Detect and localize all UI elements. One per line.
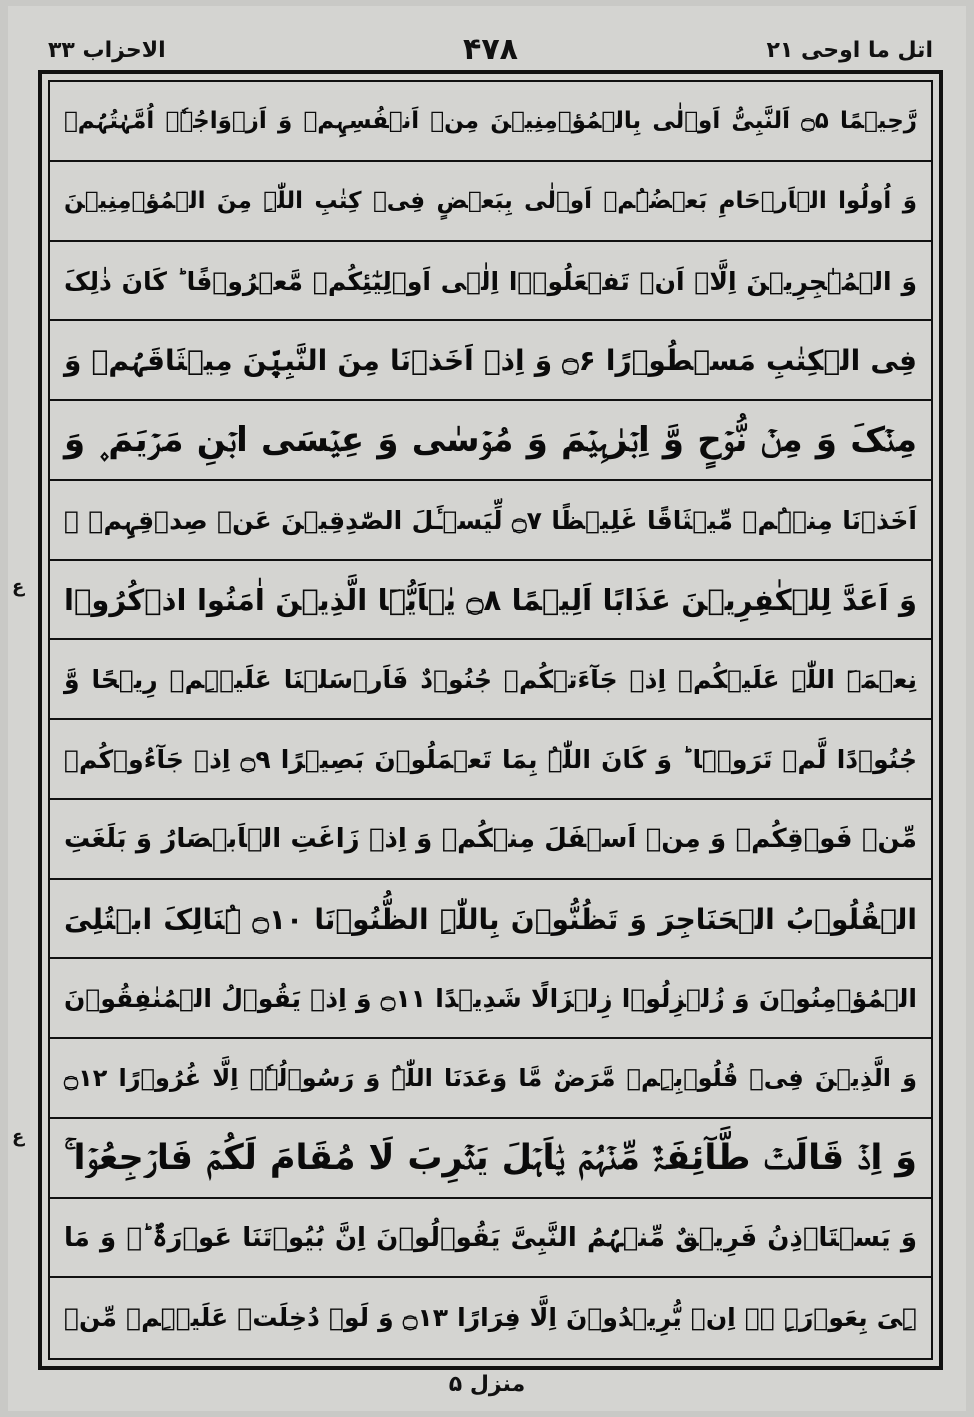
verse-line: فِی الۡکِتٰبِ مَسۡطُوۡرًا ۝۶ وَ اِذۡ اَخَذۡنَا مِنَ النَّبِیّٖنَ مِیۡثَاقَہُمۡ وَ xyxy=(50,321,931,401)
verse-line: وَ اُولُوا الۡاَرۡحَامِ بَعۡضُہُمۡ اَوۡلٰی بِبَعۡضٍ فِیۡ کِتٰبِ اللّٰہِ مِنَ الۡمُؤۡمِنِیۡنَ xyxy=(50,162,931,242)
verse-line: الۡقُلُوۡبُ الۡحَنَاجِرَ وَ تَظُنُّوۡنَ بِاللّٰہِ الظُّنُوۡنَا ۝۱۰ ہُنَالِکَ ابۡتُلِیَ xyxy=(50,880,931,960)
page-header xyxy=(38,32,943,70)
verse-line: وَ الَّذِیۡنَ فِیۡ قُلُوۡبِہِمۡ مَّرَضٌ مَّا وَعَدَنَا اللّٰہُ وَ رَسُوۡلُہٗۤ اِلَّا غُرُوۡرًا ۝۱۲ xyxy=(50,1039,931,1119)
text-lines xyxy=(48,80,933,1360)
page-number: ۴۷۸ xyxy=(463,32,518,67)
verse-line: وَ یَسۡتَاۡذِنُ فَرِیۡقٌ مِّنۡہُمُ النَّبِیَّ یَقُوۡلُوۡنَ اِنَّ بُیُوۡتَنَا عَوۡرَۃٌ ؕۛ وَ مَا xyxy=(50,1199,931,1279)
surah-title: الاحزاب ۳۳ xyxy=(48,38,166,63)
mushaf-page xyxy=(8,6,966,1411)
ruku-marker: ع xyxy=(12,576,25,597)
text-frame xyxy=(38,70,943,1370)
verse-line: وَ اَعَدَّ لِلۡکٰفِرِیۡنَ عَذَابًا اَلِیۡمًا ۝۸ یٰۤاَیُّہَا الَّذِیۡنَ اٰمَنُوا اذۡکُرُوۡا xyxy=(50,561,931,641)
verse-line: جُنُوۡدًا لَّمۡ تَرَوۡہَا ؕ وَ کَانَ اللّٰہُ بِمَا تَعۡمَلُوۡنَ بَصِیۡرًا ۝۹ اِذۡ جَآءُوۡکُمۡ xyxy=(50,720,931,800)
verse-line: نِعۡمَۃَ اللّٰہِ عَلَیۡکُمۡ اِذۡ جَآءَتۡکُمۡ جُنُوۡدٌ فَاَرۡسَلۡنَا عَلَیۡہِمۡ رِیۡحًا وَّ xyxy=(50,640,931,720)
waqf-marker: ع xyxy=(12,1126,25,1147)
verse-line: وَ الۡمُہٰجِرِیۡنَ اِلَّاۤ اَنۡ تَفۡعَلُوۡۤا اِلٰۤی اَوۡلِیٰٓئِکُمۡ مَّعۡرُوۡفًا ؕ کَانَ ذٰلِکَ xyxy=(50,242,931,322)
verse-line: مِنۡکَ وَ مِنۡ نُّوۡحٍ وَّ اِبۡرٰہِیۡمَ وَ مُوۡسٰی وَ عِیۡسَی ابۡنِ مَرۡیَمَ ۪ وَ xyxy=(50,401,931,481)
verse-line: رَّحِیۡمًا ۝۵ اَلنَّبِیُّ اَوۡلٰی بِالۡمُؤۡمِنِیۡنَ مِنۡ اَنۡفُسِہِمۡ وَ اَزۡوَاجُہٗۤ اُمَّہٰتُہُمۡ xyxy=(50,82,931,162)
verse-line: ہِیَ بِعَوۡرَۃٍ ۚۛ اِنۡ یُّرِیۡدُوۡنَ اِلَّا فِرَارًا ۝۱۳ وَ لَوۡ دُخِلَتۡ عَلَیۡہِمۡ مِّنۡ xyxy=(64,1303,918,1333)
verse-line: وَ اِذۡ قَالَتۡ طَّآئِفَۃٌ مِّنۡہُمۡ یٰۤاَہۡلَ یَثۡرِبَ لَا مُقَامَ لَکُمۡ فَارۡجِعُوۡا ۚ xyxy=(50,1119,931,1199)
juz-title: اتل ما اوحی ۲۱ xyxy=(766,38,933,63)
manzil-label: منزل ۵ xyxy=(448,1372,526,1397)
verse-line: مِّنۡ فَوۡقِکُمۡ وَ مِنۡ اَسۡفَلَ مِنۡکُمۡ وَ اِذۡ زَاغَتِ الۡاَبۡصَارُ وَ بَلَغَتِ xyxy=(50,800,931,880)
verse-line: اَخَذۡنَا مِنۡہُمۡ مِّیۡثَاقًا غَلِیۡظًا ۝۷ لِّیَسۡـَٔلَ الصّٰدِقِیۡنَ عَنۡ صِدۡقِہِمۡ ۚ xyxy=(50,481,931,561)
verse-line: الۡمُؤۡمِنُوۡنَ وَ زُلۡزِلُوۡا زِلۡزَالًا شَدِیۡدًا ۝۱۱ وَ اِذۡ یَقُوۡلُ الۡمُنٰفِقُوۡنَ xyxy=(50,959,931,1039)
